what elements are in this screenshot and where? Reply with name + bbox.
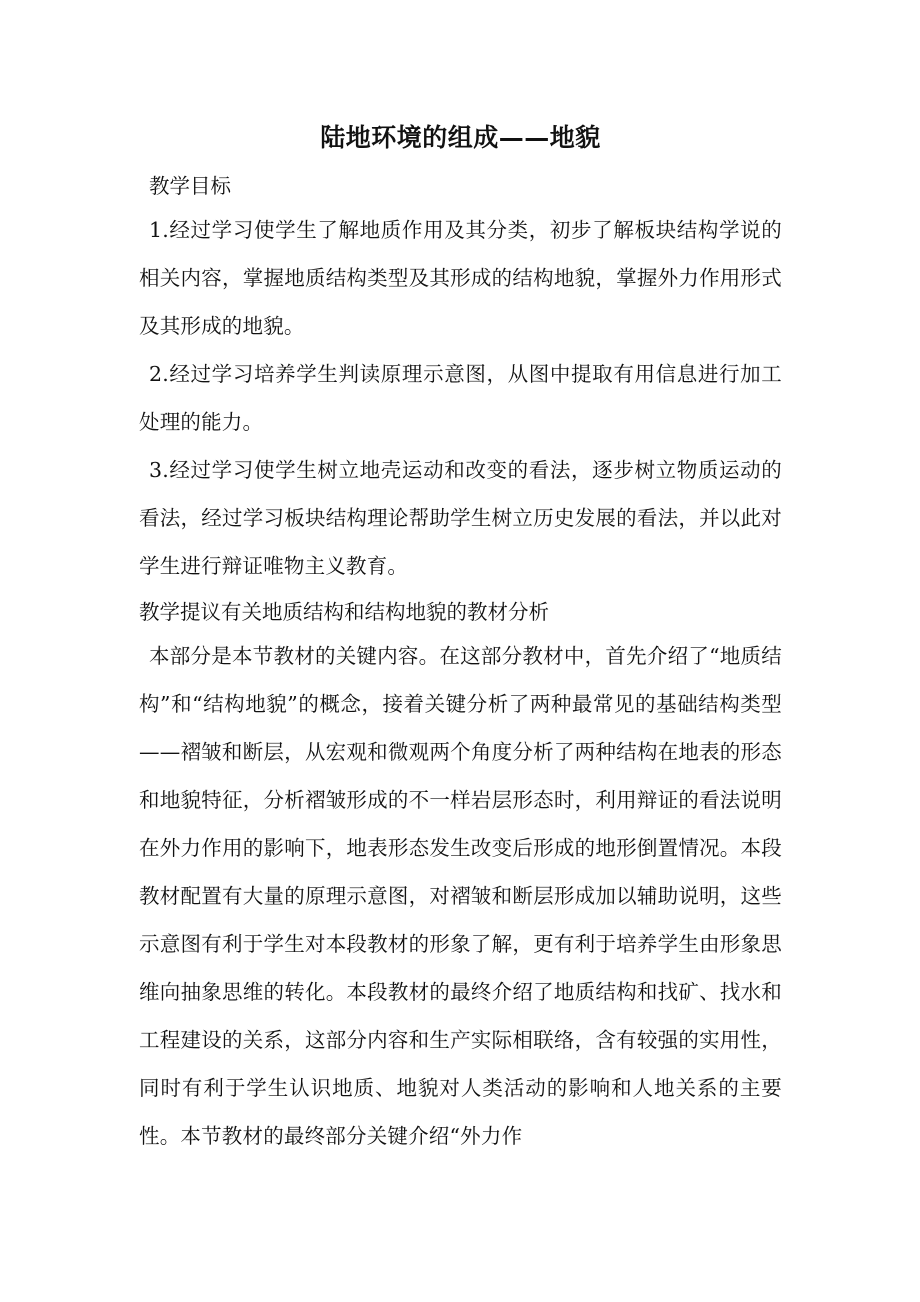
document-title: 陆地环境的组成——地貌 [320,123,601,152]
objective-item-2: 2.经过学习培养学生判读原理示意图，从图中提取有用信息进行加工处理的能力。 [139,362,782,434]
analysis-paragraph: 本部分是本节教材的关键内容。在这部分教材中，首先介绍了“地质结构”和“结构地貌”的概念，接着关键分析了两种最常见的基础结构类型——褶皱和断层，从宏观和微观两个角度分析了两种结构在地表的形态和地貌特征，分析褶皱形成的不一样岩层形态时，利用辩证的看法说明在外力作用的影响下，地表形态发生改变后形成的地形倒置情况。本段教材配置有大量的原理示意图，对褶皱和断层形成加以辅助说明，这些示意图有利于学生对本段教材的形象了解，更有利于培养学生由形象思维向抽象思维的转化。本段教材的最终介绍了地质结构和找矿、找水和工程建设的关系，这部分内容和生产实际相联络，含有较强的实用性，同时有利于学生认识地质、地貌对人类活动的影响和人地关系的主要性。本节教材的最终部分关键介绍“外力作 [139,644,782,1148]
suggestion-heading: 教学提议有关地质结构和结构地貌的教材分析 [139,600,549,624]
objectives-heading: 教学目标 [149,174,231,198]
document-body [139,118,782,1160]
objective-item-3: 3.经过学习使学生树立地壳运动和改变的看法，逐步树立物质运动的看法，经过学习板块结构理论帮助学生树立历史发展的看法，并以此对学生进行辩证唯物主义教育。 [139,458,782,578]
objective-item-1: 1.经过学习使学生了解地质作用及其分类，初步了解板块结构学说的相关内容，掌握地质结构类型及其形成的结构地貌，掌握外力作用形式及其形成的地貌。 [139,218,782,338]
